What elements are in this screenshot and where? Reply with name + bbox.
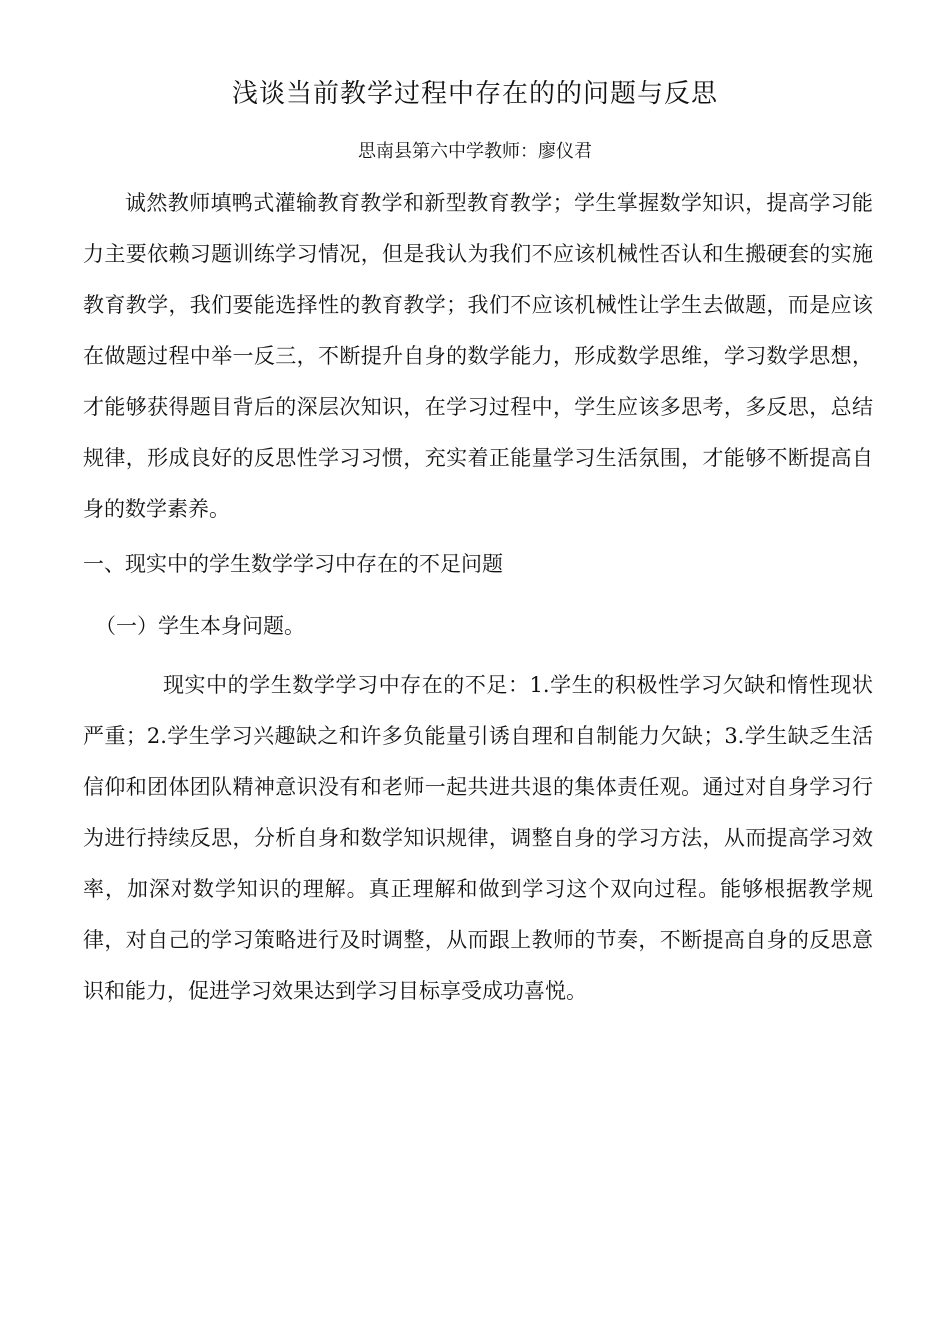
- intro-paragraph: 诚然教师填鸭式灌输教育教学和新型教育教学；学生掌握数学知识，提高学习能力主要依赖习题训练学习情况，但是我认为我们不应该机械性否认和生搬硬套的实施教育教学，我们要能选择性的教育教学；我们不应该机械性让学生去做题，而是应该在做题过程中举一反三，不断提升自身的数学能力，形成数学思维，学习数学思想，才能够获得题目背后的深层次知识，在学习过程中，学生应该多思考，多反思，总结规律，形成良好的反思性学习习惯，充实着正能量学习生活氛围，才能够不断提高自身的数学素养。: [83, 191, 873, 521]
- author-line: 思南县第六中学教师：廖仪君: [358, 141, 592, 162]
- subsection-heading: （一）学生本身问题。: [95, 614, 305, 638]
- section-heading: 一、现实中的学生数学学习中存在的不足问题: [83, 552, 503, 576]
- subsection-paragraph: 现实中的学生数学学习中存在的不足：1.学生的积极性学习欠缺和惰性现状严重；2.学生学习兴趣缺之和许多负能量引诱自理和自制能力欠缺；3.学生缺乏生活信仰和团体团队精神意识没有和老师一起共进共退的集体责任观。通过对自身学习行为进行持续反思，分析自身和数学知识规律，调整自身的学习方法，从而提高学习效率，加深对数学知识的理解。真正理解和做到学习这个双向过程。能够根据教学规律，对自己的学习策略进行及时调整，从而跟上教师的节奏，不断提高自身的反思意识和能力，促进学习效果达到学习目标享受成功喜悦。: [83, 673, 873, 1003]
- document-title: 浅谈当前教学过程中存在的的问题与反思: [231, 79, 718, 109]
